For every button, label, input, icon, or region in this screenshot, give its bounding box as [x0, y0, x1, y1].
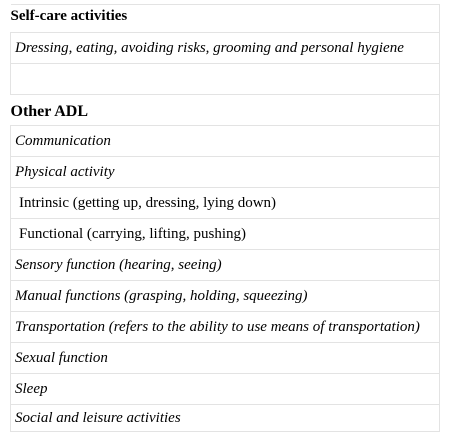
sexual-function-item: Sexual function [11, 343, 440, 374]
table-row [11, 250, 440, 281]
section-header-other-adl [11, 95, 440, 126]
table-row [11, 374, 440, 405]
transportation-item: Transportation (refers to the ability to use means of transportation) [11, 312, 440, 343]
adl-table [10, 4, 440, 432]
self-care-item: Dressing, eating, avoiding risks, grooming and personal hygiene [11, 33, 440, 64]
table-row [11, 405, 440, 432]
table-row [11, 343, 440, 374]
table-row [11, 281, 440, 312]
functional-item: Functional (carrying, lifting, pushing) [11, 219, 440, 250]
table-row [11, 157, 440, 188]
table-row [11, 312, 440, 343]
table-row [11, 188, 440, 219]
other-adl-heading: Other ADL [10, 103, 88, 120]
section-header-self-care [11, 5, 440, 33]
table-row [11, 219, 440, 250]
communication-item: Communication [11, 126, 440, 157]
table-row [11, 33, 440, 64]
sleep-item: Sleep [11, 374, 440, 405]
social-leisure-item: Social and leisure activities [11, 405, 440, 432]
manual-functions-item: Manual functions (grasping, holding, squeezing) [11, 281, 440, 312]
intrinsic-item: Intrinsic (getting up, dressing, lying down) [11, 188, 440, 219]
physical-activity-item: Physical activity [11, 157, 440, 188]
self-care-heading: Self-care activities [10, 8, 128, 24]
table-row [11, 126, 440, 157]
spacer-row [11, 64, 440, 95]
sensory-function-item: Sensory function (hearing, seeing) [11, 250, 440, 281]
